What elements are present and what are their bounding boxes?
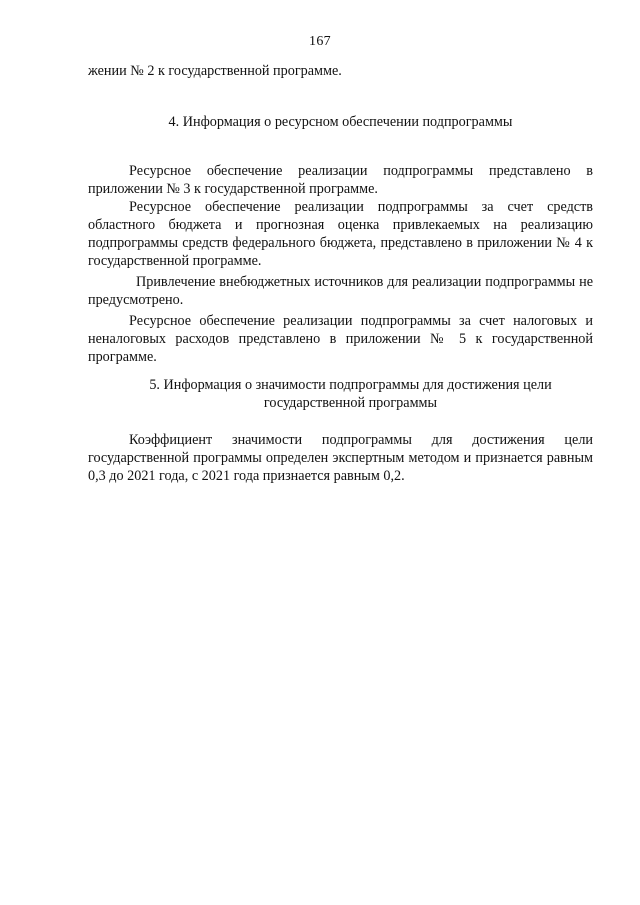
section-5-paragraph-1: Коэффициент значимости подпрограммы для достижения цели государственной программы определен экспертным методом и признается равным 0,3 до 2021 года, с 2021 года признается равным 0,2. [88,432,593,484]
intro-line: жении № 2 к государственной программе. [88,63,342,79]
section-4-paragraph-2: Ресурсное обеспечение реализации подпрограммы за счет средств областного бюджета и прогнозная оценка привлекаемых на реализацию подпрограммы средств федерального бюджета, представлено в приложении № 4 к государственной программе. [88,199,593,269]
page-number: 167 [309,34,331,49]
section-4-heading: 4. Информация о ресурсном обеспечении подпрограммы [168,114,513,130]
section-5-heading-line-1: 5. Информация о значимости подпрограммы для достижения цели [149,377,552,393]
document-body [88,62,593,485]
section-5-heading-line-2: государственной программы [263,395,438,411]
section-4-paragraph-4: Ресурсное обеспечение реализации подпрограммы за счет налоговых и неналоговых расходов представлено в приложении № 5 к государственной программе. [88,313,593,365]
section-4-paragraph-1: Ресурсное обеспечение реализации подпрограммы представлено в приложении № 3 к государственной программе. [88,163,593,197]
section-5-heading [88,376,593,412]
section-4-paragraph-3: Привлечение внебюджетных источников для реализации подпрограммы не предусмотрено. [88,274,593,308]
